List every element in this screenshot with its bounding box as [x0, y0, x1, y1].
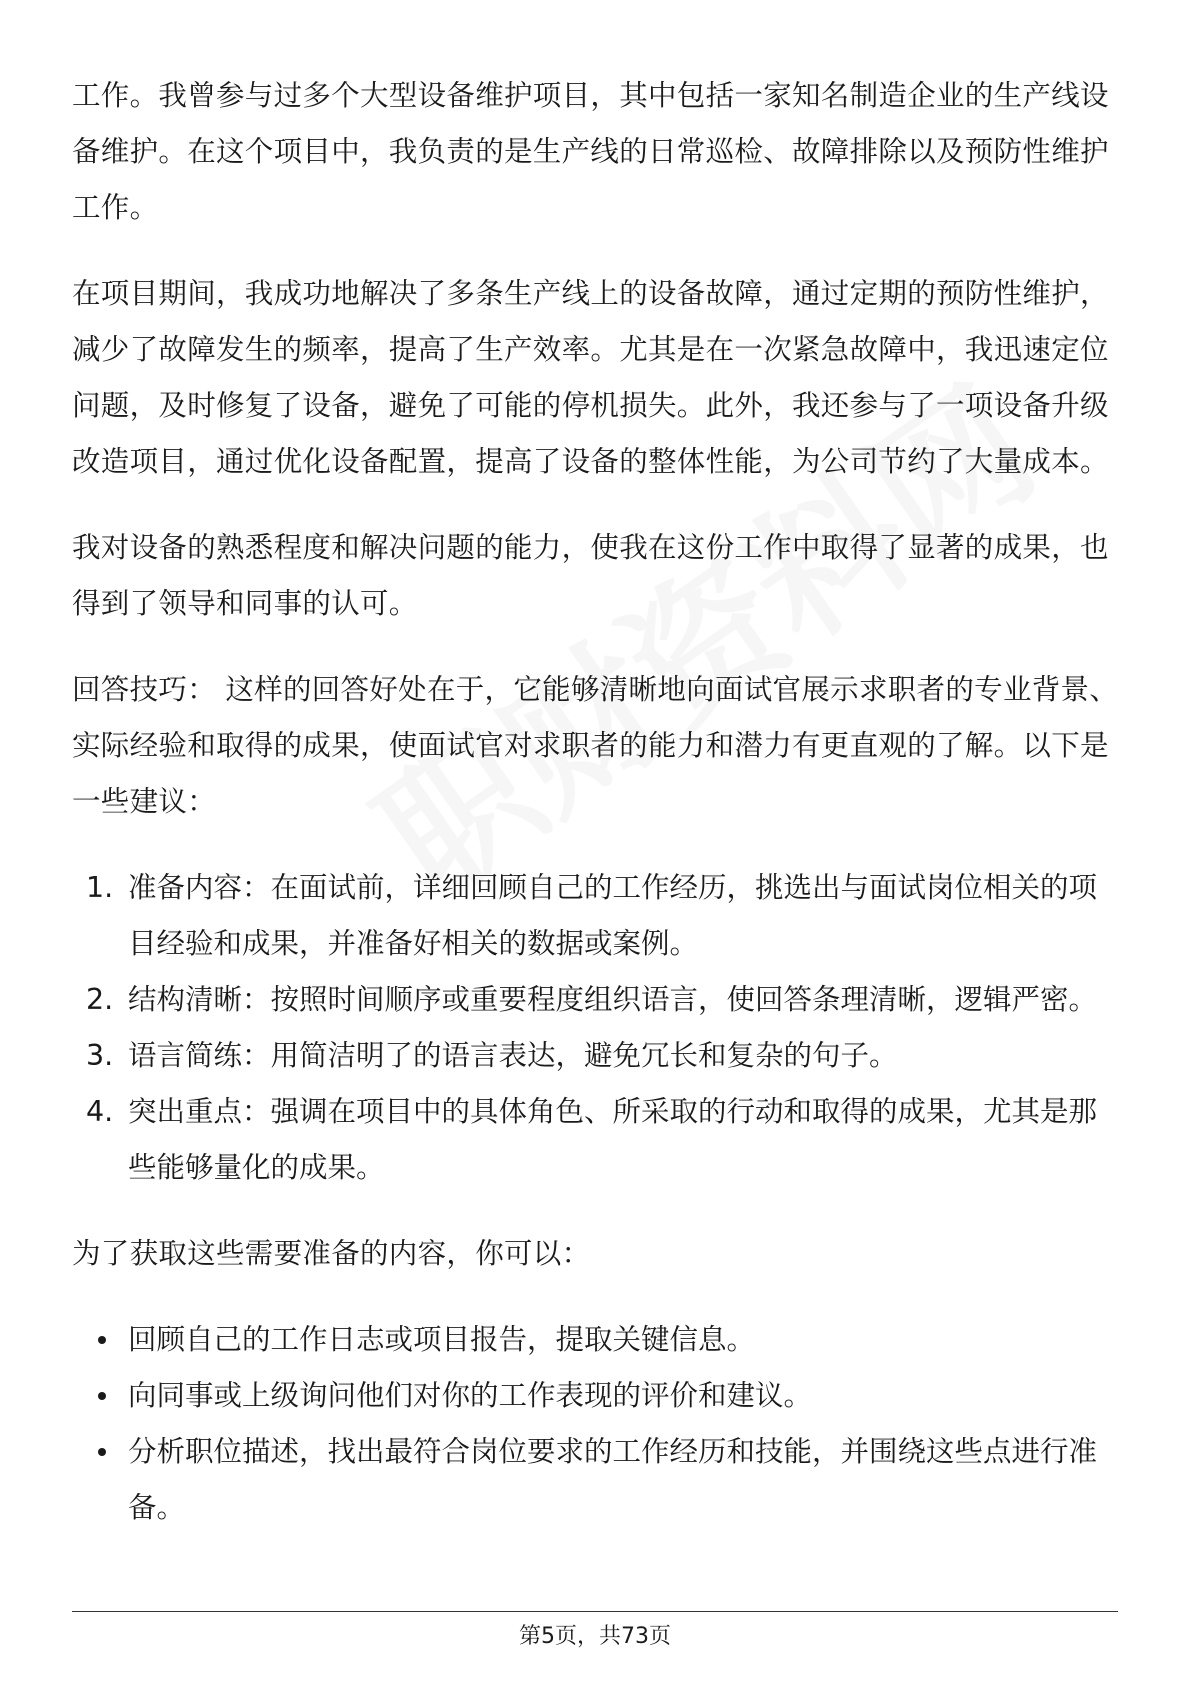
- tips-list-item: [72, 972, 1122, 1028]
- list-number: 2.: [86, 983, 114, 1016]
- tips-list: [72, 860, 1122, 1196]
- page-number: 第5页，共73页: [519, 1624, 671, 1649]
- document-body: [72, 68, 1122, 1536]
- bullet-list-item: [72, 1368, 1122, 1424]
- tips-list-item: [72, 860, 1122, 972]
- list-item-text: 结构清晰：按照时间顺序或重要程度组织语言，使回答条理清晰，逻辑严密。: [128, 983, 1098, 1016]
- bullet-item-text: 回顾自己的工作日志或项目报告，提取关键信息。: [128, 1323, 756, 1356]
- list-number: 3.: [86, 1039, 114, 1072]
- footer-divider: [72, 1611, 1118, 1612]
- list-number: 4.: [86, 1095, 114, 1128]
- bullet-dot-icon: [98, 1448, 106, 1456]
- list-item-text: 准备内容：在面试前，详细回顾自己的工作经历，挑选出与面试岗位相关的项目经验和成果，并准备好相关的数据或案例。: [128, 871, 1098, 960]
- list-number: 1.: [86, 871, 114, 904]
- tips-list-item: [72, 1028, 1122, 1084]
- bullet-item-text: 向同事或上级询问他们对你的工作表现的评价和建议。: [128, 1379, 813, 1412]
- bullet-dot-icon: [98, 1336, 106, 1344]
- tips-list-item: [72, 1084, 1122, 1196]
- list-item-text: 突出重点：强调在项目中的具体角色、所采取的行动和取得的成果，尤其是那些能够量化的成果。: [128, 1095, 1098, 1184]
- prep-bullet-list: [72, 1312, 1122, 1536]
- paragraph-prep-intro: 为了获取这些需要准备的内容，你可以：: [72, 1237, 591, 1270]
- bullet-dot-icon: [98, 1392, 106, 1400]
- paragraph-answer-tips: 回答技巧： 这样的回答好处在于，它能够清晰地向面试官展示求职者的专业背景、实际经验和取得的成果，使面试官对求职者的能力和潜力有更直观的了解。以下是一些建议：: [72, 673, 1119, 818]
- list-item-text: 语言简练：用简洁明了的语言表达，避免冗长和复杂的句子。: [128, 1039, 898, 1072]
- bullet-list-item: [72, 1424, 1122, 1536]
- bullet-item-text: 分析职位描述，找出最符合岗位要求的工作经历和技能，并围绕这些点进行准备。: [128, 1435, 1098, 1524]
- paragraph-experience: 工作。我曾参与过多个大型设备维护项目，其中包括一家知名制造企业的生产线设备维护。在这个项目中，我负责的是生产线的日常巡检、故障排除以及预防性维护工作。: [72, 79, 1109, 224]
- bullet-list-item: [72, 1312, 1122, 1368]
- paragraph-recognition: 我对设备的熟悉程度和解决问题的能力，使我在这份工作中取得了显著的成果，也得到了领导和同事的认可。: [72, 531, 1109, 620]
- paragraph-achievements: 在项目期间，我成功地解决了多条生产线上的设备故障，通过定期的预防性维护，减少了故障发生的频率，提高了生产效率。尤其是在一次紧急故障中，我迅速定位问题，及时修复了设备，避免了可能的停机损失。此外，我还参与了一项设备升级改造项目，通过优化设备配置，提高了设备的整体性能，为公司节约了大量成本。: [72, 277, 1109, 478]
